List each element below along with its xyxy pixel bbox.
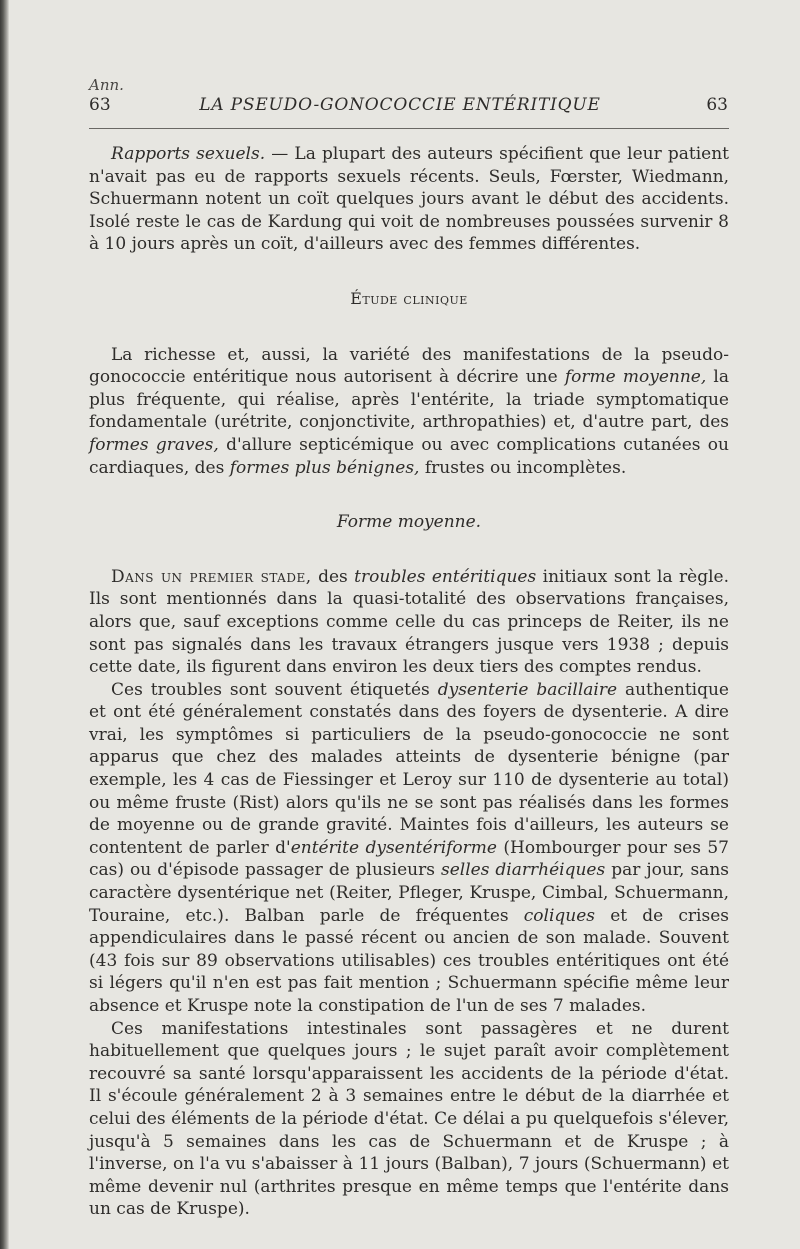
paragraph-manifestations: Ces manifestations intestinales sont passagères et ne durent habituellement que quelques jours ; le sujet paraît avoir complètement recouvré sa santé lorsqu'apparaissent les accidents de la période d'état. Il s'écoule généralement 2 à 3 semaines entre le début de la diarrhée et celui des éléments de la période d'état. Ce délai a pu quelquefois s'élever, jusqu'à 5 semaines dans les cas de Schuermann et de Kruspe ; à l'inverse, on l'a vu s'abaisser à 11 jours (Balban), 7 jours (Schuermann) et même devenir nul (arthrites presque en même temps que l'entérite dans un cas de Kruspe).	[89, 1018, 729, 1220]
page-number-right: 63	[706, 95, 728, 115]
paragraph-text: — La plupart des auteurs spécifient que leur patient n'avait pas eu de rapports sexuels récents. Seuls, Fœrster, Wiedmann, Schuermann notent un coït quelques jours avant le début des accidents. Isolé reste le cas de Kardung qui voit de nombreuses poussées survenir 8 à 10 jours après un coït, d'ailleurs avec des femmes différentes.	[89, 144, 729, 255]
header-rule	[89, 128, 729, 129]
running-title: LA PSEUDO-GONOCOCCIE ENTÉRITIQUE	[199, 95, 601, 115]
paragraph-richesse: La richesse et, aussi, la variété des manifestations de la pseudo-gonococcie entéritique nous autorisent à décrire une forme moyenne, la plus fréquente, qui réalise, après l'entérite, la triade symptomatique fondamentale (urétrite, conjonctivite, arthropathies) et, d'autre part, des formes graves, d'allure septicémique ou avec complications cutanées ou cardiaques, des formes plus bénignes, frustes ou incomplètes.	[89, 344, 729, 478]
paragraph-premier-stade: Dans un premier stade, des troubles entéritiques initiaux sont la règle. Ils sont mentionnés dans la quasi-totalité des observations françaises, alors que, sauf exceptions comme celle du cas princeps de Reiter, ils ne sont pas signalés dans les travaux étrangers jusque vers 1938 ; depuis cette date, ils figurent dans environ les deux tiers des comptes rendus.	[89, 566, 729, 678]
paragraph-troubles: Ces troubles sont souvent étiquetés dysenterie bacillaire authentique et ont été généralement constatés dans des foyers de dysenterie. A dire vrai, les symptômes si particuliers de la pseudo-gonococcie ne sont apparus que chez des malades atteints de dysenterie bénigne (par exemple, les 4 cas de Fiessinger et Leroy sur 110 de dysenterie au total) ou même fruste (Rist) alors qu'ils ne se sont pas réalisés dans les formes de moyenne ou de grande gravité. Maintes fois d'ailleurs, les auteurs se contentent de parler d'entérite dysentériforme (Hombourger pour ses 57 cas) ou d'épisode passager de plusieurs selles diarrhéiques par jour, sans caractère dysentérique net (Reiter, Pfleger, Kruspe, Cimbal, Schuermann, Touraine, etc.). Balban parle de fréquentes coliques et de crises appendiculaires dans le passé récent ou ancien de son malade. Souvent (43 fois sur 89 observations utilisables) ces troubles entéritiques ont été si légers qu'il n'en est pas fait mention ; Schuermann spécifie même leur absence et Kruspe note la constipation de l'un de ses 7 malades.	[89, 679, 729, 1016]
paragraph-rapports-sexuels	[89, 143, 729, 256]
body-text	[89, 143, 729, 1221]
handwritten-annotation: Ann.	[89, 76, 124, 94]
page-number-left: 63	[89, 95, 111, 115]
subheading: Forme moyenne.	[336, 512, 482, 533]
paragraph-lead: Rapports sexuels.	[111, 144, 266, 164]
section-heading: Étude clinique	[350, 288, 468, 308]
